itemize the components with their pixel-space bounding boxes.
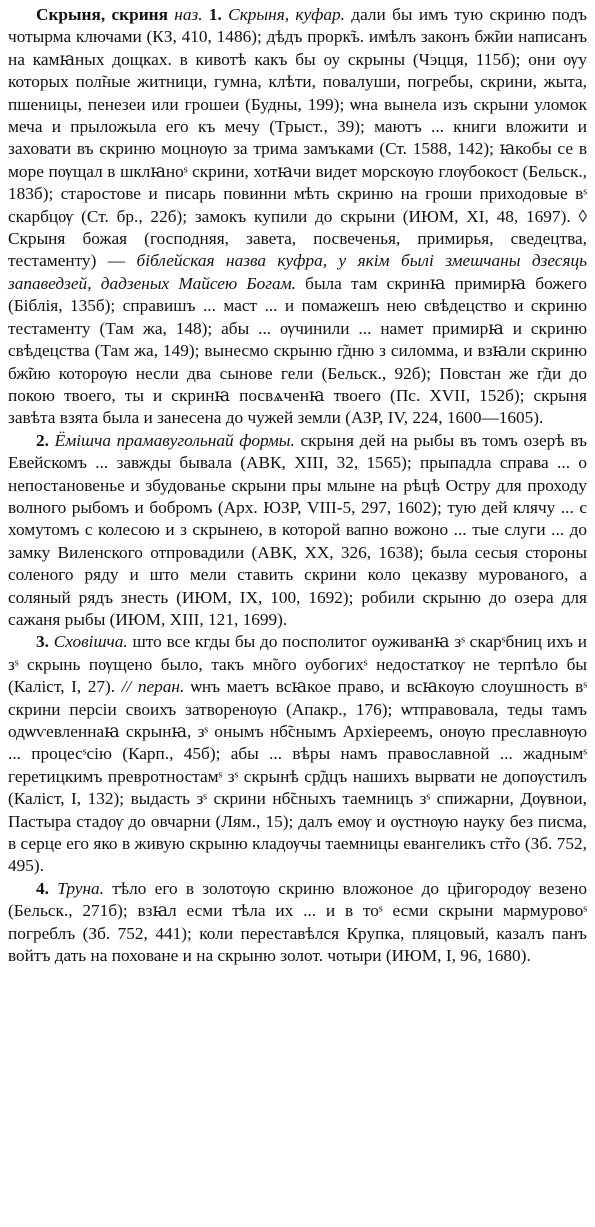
sense-gloss: Скрыня, куфар. [221, 5, 345, 24]
entry-sense-3 [8, 631, 587, 877]
sense-number: 1. [208, 5, 222, 24]
sense-number: 3. [36, 632, 49, 652]
sense-number: 4. [36, 878, 49, 898]
phrase-examples: была там скринꙗ примирꙗ божего (Біблія, 135б); справишъ ... маст ... и помажешъ нею свѣдецство и скриню тестаменту (Там жа, 148); абы ... ѹчинили ... намет примирꙗ и скриню свѣдецства (Там жа, 149); вынесмо скрыню г̃дню з силомма, и взꙗли скриню бж̃ию которѹю несли два сынове гели (Бельск., 92б); Повстан же г̃ди до покою твоего, ты и скринꙗ посвѧченꙗ твоего (Пс. XVII, 152б); скрыня завѣта взята была и занесена до чужей земли (АЗР, IV, 224, 1600—1605). [8, 273, 587, 428]
sense-gloss: Сховішча. [48, 632, 128, 652]
sense-examples: што все кгды бы до посполитог оуживанꙗ зˢ скарˢбниц ихъ и зˢ скрынь пѹщено было, такъ мн̃ого оубогихˢ недостаткѹ не терпѣло бы (Каліст, I, 27). [8, 632, 588, 697]
headword: Скрыня, скриня [36, 5, 168, 24]
sense-examples: дали бы имъ тую скриню подъ чотырма ключами (КЗ, 410, 1486); дѣдъ прорк̃ъ. имѣлъ законъ бж̃ии написанъ на камꙗных дощках. в кивотѣ какъ бы оу скрыны (Чэцця, 115б); они ѹу которых пол̃ные житници, гумна, клѣти, повалуши, погребы, скрини, жыта, пшеницы, пенезеи или грошеи (Будны, 199); ѡна вынела изъ скрыни уломок меча и прыложыла его къ мечу (Трыст., 39); маютъ ... книги вложити и заховати въ скриню моцнѹю за трима замъками (Ст. 1588, 142); ꙗкобы се в море пѹщал в шклꙗнoˢ скрини, хотꙗчи видет морскѹю глѹбокост (Бельск., 183б); старостове и писарь повинни мѣть скриню на гроши приходовые вˢ скарбцѹ (Ст. бр., 22б); замокъ купили до скрыни (ИЮМ, XI, 48, 1697). [8, 5, 587, 226]
phrase-gloss: біблейская назва куфра, у якім былі змешчаны дзесяць запаведзей, дадзеных Майсею Богам. [8, 251, 587, 293]
entry-sense-2 [8, 430, 587, 632]
sense-gloss: Труна. [48, 878, 104, 898]
sense-gloss: Ёмішча прамавугольнай формы. [48, 430, 295, 450]
part-of-speech: наз. [167, 5, 209, 24]
entry-sense-1 [8, 4, 587, 430]
figurative-label: // перан. [115, 677, 185, 697]
entry-sense-4 [8, 878, 587, 968]
sense-examples: тѣло его в золотѹю скриню вложоное до ц̃ригородѹ везено (Бельск., 271б); взꙗл есми тѣла их ... и в тоˢ есми скрыни мармуровоˢ погреблъ (Зб. 752, 441); коли переставѣлся Крупка, пляцовый, казалъ панъ войтъ дать на поховане и на скрыню золот. чотыри (ИЮМ, I, 96, 1680). [8, 878, 587, 966]
sense-examples: скрыня дей на рыбы въ томъ озерѣ въ Евейскомъ ... завжды бывала (АВК, XIII, 32, 1565); прыпадла справа ... о непостановенье и збудованье скрыни пры млыне на рѣцѣ Остру для проходу волного рыбомъ и бобромъ (Арх. ЮЗР, VIII-5, 297, 1602); тую дей клячу ... с хомутомъ с колесою и з скрынею, в которой вапно вожоно ... тые слуги ... до замку Виленского отпровадили (АВК, XX, 326, 1638); была сесыя стороны соленого ряду и што мели ставить скрини коло цеказву мурованого, а соляный рядъ знесть (ИЮМ, IX, 100, 1692); робили скрыню до озера для сажаня рыбы (ИЮМ, XIII, 121, 1699). [8, 430, 587, 629]
sense-number: 2. [36, 430, 49, 450]
figurative-examples: ѡнъ маетъ всꙗкое право, и всꙗкѹю слоушность вˢ скрини персіи своихъ затворенѹю (Апакр., 176); ѡтправовала, теды тамъ одѡѵевленнаꙗ скрынꙗ, зˢ онымъ нб̃снымъ Архіереемъ, онѹю преславнѹю ... процесˢсію (Карп., 45б); абы ... вѣры намъ православной ... жаднымˢ геретицкимъ превротностамˢ зˢ скрынѣ ср̃дцъ нашихъ вырвати не допѹстилъ (Каліст, I, 132); выдасть зˢ скрини нб̃сныхъ таемницъ зˢ спижарни, Дѹвнои, Пастыра стадѹ до овчарни (Лям., 15); далъ емѹ и ѹстнѹю науку без писма, в серце его яко в живую скрыню кладѹчы таемницы евангеликъ ст̃го (Зб. 752, 495). [8, 677, 587, 876]
phrase-heading: ◊ Скрыня божая (господняя, завета, посвеченья, примирья, сведецтва, тестаменту) — [8, 206, 587, 271]
